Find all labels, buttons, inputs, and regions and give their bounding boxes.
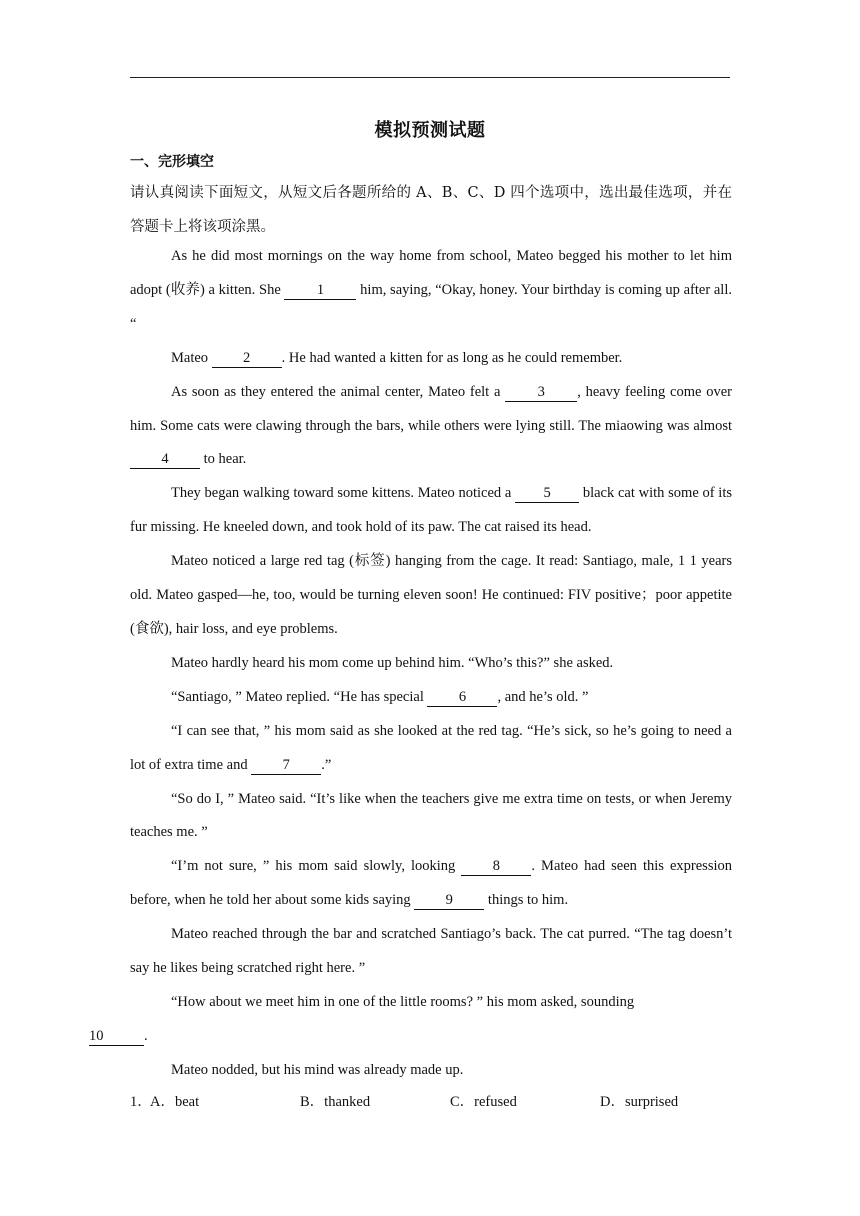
paragraph bbox=[130, 681, 732, 715]
text-span: They began walking toward some kittens. Mateo noticed a bbox=[171, 485, 516, 502]
blank-3: 3 bbox=[505, 383, 577, 402]
blank-9: 9 bbox=[414, 891, 484, 910]
paragraph bbox=[130, 342, 732, 376]
text-span: .” bbox=[321, 756, 332, 773]
text-span: to hear. bbox=[200, 451, 247, 468]
blank-10: 10 bbox=[89, 1027, 144, 1046]
blank-8: 8 bbox=[461, 857, 531, 876]
header-rule bbox=[130, 77, 730, 78]
paragraph: Mateo reached through the bar and scratched Santiago’s back. The cat purred. “The tag doesn’t say he likes being scratched right here. ” bbox=[130, 926, 732, 977]
paragraph: Mateo nodded, but his mind was already made up. bbox=[171, 1061, 464, 1078]
paragraph bbox=[130, 850, 732, 918]
text-span: black cat with some of its fur missing. He kneeled down, and took hold of its paw. The cat raised its head. bbox=[130, 485, 733, 536]
option-b[interactable]: B．thanked bbox=[300, 1094, 371, 1110]
paragraph bbox=[130, 477, 732, 545]
option-a[interactable]: A．beat bbox=[150, 1094, 200, 1110]
text-span: Mateo bbox=[171, 349, 212, 366]
blank-5: 5 bbox=[515, 484, 579, 503]
section-heading: 一、完形填空 bbox=[130, 154, 214, 170]
page-title: 模拟预测试题 bbox=[374, 120, 486, 141]
text-span: “I can see that, ” his mom said as she looked at the red tag. “He’s sick, so he’s going to need a lot of extra time and bbox=[130, 722, 732, 773]
paragraph bbox=[130, 240, 732, 342]
text-span: . Mateo had seen this expression before, when he told her about some kids saying bbox=[130, 858, 732, 909]
text-span: As soon as they entered the animal center, Mateo felt a bbox=[171, 383, 506, 400]
text-span: , and he’s old. ” bbox=[497, 688, 589, 705]
option-d[interactable]: D．surprised bbox=[600, 1094, 679, 1110]
question-1-options bbox=[130, 1090, 678, 1111]
text-span: . bbox=[144, 1027, 148, 1044]
paragraph bbox=[89, 986, 732, 1054]
text-span: things to him. bbox=[484, 892, 569, 909]
paragraph: Mateo noticed a large red tag (标签) hanging from the cage. It read: Santiago, male, 1 1 years old. Mateo gasped—he, too, would be turning eleven soon! He continued: FIV positive；poor appetite (食欲), hair loss, and eye problems. bbox=[130, 553, 732, 637]
blank-4: 4 bbox=[130, 450, 200, 469]
question-number: 1． bbox=[130, 1094, 152, 1110]
passage bbox=[89, 240, 733, 1088]
option-c[interactable]: C．refused bbox=[450, 1094, 517, 1110]
text-span: him, saying, “Okay, honey. Your birthday is coming up after all. “ bbox=[130, 281, 732, 332]
text-span: “How about we meet him in one of the little rooms? ” his mom asked, sounding bbox=[171, 993, 635, 1010]
blank-6: 6 bbox=[427, 688, 497, 707]
paragraph bbox=[130, 715, 732, 783]
text-span: “Santiago, ” Mateo replied. “He has special bbox=[171, 688, 428, 705]
paragraph bbox=[130, 376, 732, 478]
paragraph: “So do I, ” Mateo said. “It’s like when the teachers give me extra time on tests, or when Jeremy teaches me. ” bbox=[130, 790, 732, 841]
text-span: , heavy feeling come over him. Some cats were clawing through the bars, while others were lying still. The miaowing was almost bbox=[130, 383, 732, 434]
blank-2: 2 bbox=[212, 349, 282, 368]
paragraph: Mateo hardly heard his mom come up behind him. “Who’s this?” she asked. bbox=[171, 654, 614, 671]
blank-1: 1 bbox=[284, 281, 356, 300]
text-span: . He had wanted a kitten for as long as he could remember. bbox=[281, 349, 623, 366]
blank-7: 7 bbox=[251, 756, 321, 775]
text-span: “I’m not sure, ” his mom said slowly, looking bbox=[171, 858, 462, 875]
text-span: As he did most mornings on the way home from school, Mateo begged his mother to let him adopt (收养) a kitten. She bbox=[130, 248, 732, 298]
instruction-text: 请认真阅读下面短文，从短文后各题所给的 A、B、C、D 四个选项中，选出最佳选项，并在答题卡上将该项涂黑。 bbox=[130, 185, 732, 235]
